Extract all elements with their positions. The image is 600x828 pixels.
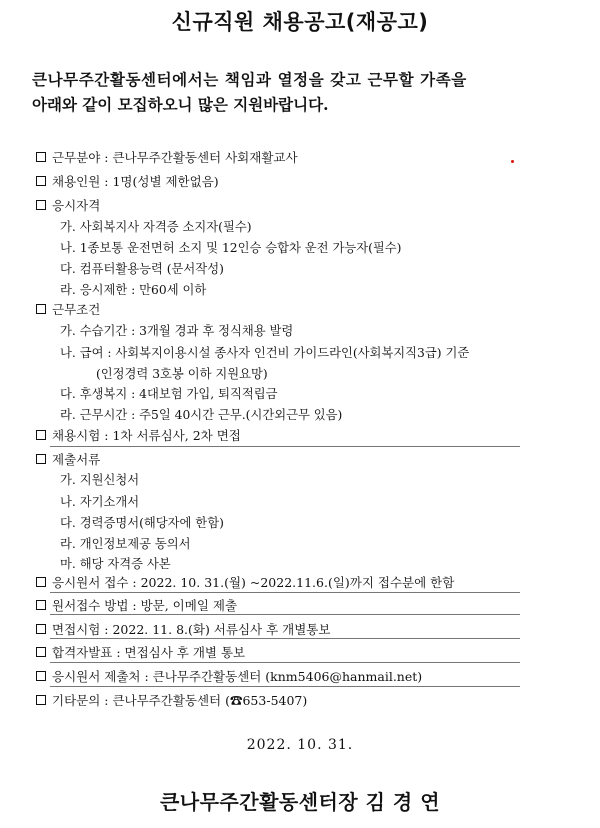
item-submit-to-text: 응시원서 제출처 : 큰나무주간활동센터 (knm5406@hanmail.net) — [52, 669, 423, 684]
item-documents — [36, 450, 100, 468]
signature: 큰나무주간활동센터장 김 경 연 — [159, 790, 441, 814]
item-exam — [36, 426, 241, 444]
divider — [50, 614, 520, 615]
item-method-text: 원서접수 방법 : 방문, 이메일 제출 — [52, 598, 238, 613]
document-line: 나. 자기소개서 — [60, 495, 140, 509]
stray-red-dot — [511, 160, 514, 163]
qualification-line: 가. 사회복지사 자격증 소지자(필수) — [60, 220, 252, 234]
checkbox-icon — [36, 624, 46, 634]
checkbox-icon — [36, 577, 46, 587]
condition-line: 가. 수습기간 : 3개월 경과 후 정식채용 발령 — [60, 324, 294, 338]
checkbox-icon — [36, 176, 46, 186]
item-period — [36, 573, 454, 591]
qualification-line: 다. 컴퓨터활용능력 (문서작성) — [60, 262, 224, 276]
item-submit-to — [36, 667, 422, 685]
item-announcement-text: 합격자발표 : 면접심사 후 개별 통보 — [52, 645, 246, 660]
intro-line-1: 큰나무주간활동센터에서는 책임과 열정을 갖고 근무할 가족을 — [32, 70, 467, 89]
item-announcement — [36, 643, 245, 661]
checkbox-icon — [36, 454, 46, 464]
item-exam-text: 채용시험 : 1차 서류심사, 2차 면접 — [52, 428, 241, 443]
item-headcount — [36, 172, 219, 190]
item-conditions — [36, 300, 100, 318]
item-headcount-text: 채용인원 : 1명(성별 제한없음) — [52, 174, 219, 189]
intro-line-2: 아래와 같이 모집하오니 많은 지원바랍니다. — [32, 95, 329, 114]
condition-line: 라. 근무시간 : 주5일 40시간 근무.(시간외근무 있음) — [60, 408, 343, 422]
qualification-line: 나. 1종보통 운전면허 소지 및 12인승 승합차 운전 가능자(필수) — [60, 241, 402, 255]
item-field-text: 근무분야 : 큰나무주간활동센터 사회재활교사 — [52, 150, 298, 165]
item-field — [36, 148, 298, 166]
item-interview-text: 면접시험 : 2022. 11. 8.(화) 서류심사 후 개별통보 — [52, 622, 331, 637]
condition-line: 나. 급여 : 사회복지이용시설 종사자 인건비 가이드라인(사회복지직3급) 기준 — [60, 346, 470, 360]
item-method — [36, 596, 237, 614]
document-line: 가. 지원신청서 — [60, 473, 140, 487]
item-qualifications — [36, 196, 100, 214]
condition-line: (인정경력 3호봉 이하 지원요망) — [96, 367, 268, 381]
checkbox-icon — [36, 647, 46, 657]
qualification-line: 라. 응시제한 : 만60세 이하 — [60, 283, 207, 297]
item-qualifications-heading: 응시자격 — [52, 198, 101, 213]
item-period-text: 응시원서 접수 : 2022. 10. 31.(월) ~2022.11.6.(일)까지 접수분에 한함 — [52, 575, 455, 590]
condition-line: 다. 후생복지 : 4대보험 가입, 퇴직적립금 — [60, 387, 278, 401]
checkbox-icon — [36, 430, 46, 440]
checkbox-icon — [36, 671, 46, 681]
divider — [50, 446, 520, 447]
document-line: 다. 경력증명서(해당자에 한함) — [60, 516, 224, 530]
checkbox-icon — [36, 304, 46, 314]
item-contact — [36, 691, 307, 709]
notice-date: 2022. 10. 31. — [246, 737, 354, 753]
divider — [50, 686, 520, 687]
checkbox-icon — [36, 200, 46, 210]
divider — [50, 638, 520, 639]
checkbox-icon — [36, 152, 46, 162]
item-documents-heading: 제출서류 — [52, 452, 101, 467]
divider — [50, 662, 520, 663]
checkbox-icon — [36, 600, 46, 610]
document-line: 마. 해당 자격증 사본 — [60, 557, 171, 571]
item-interview — [36, 620, 330, 638]
checkbox-icon — [36, 695, 46, 705]
item-contact-text: 기타문의 : 큰나무주간활동센터 (☎653-5407) — [52, 693, 308, 708]
item-conditions-heading: 근무조건 — [52, 302, 101, 317]
page-title: 신규직원 채용공고(재공고) — [171, 10, 429, 34]
divider — [50, 592, 520, 593]
document-line: 라. 개인정보제공 동의서 — [60, 537, 191, 551]
